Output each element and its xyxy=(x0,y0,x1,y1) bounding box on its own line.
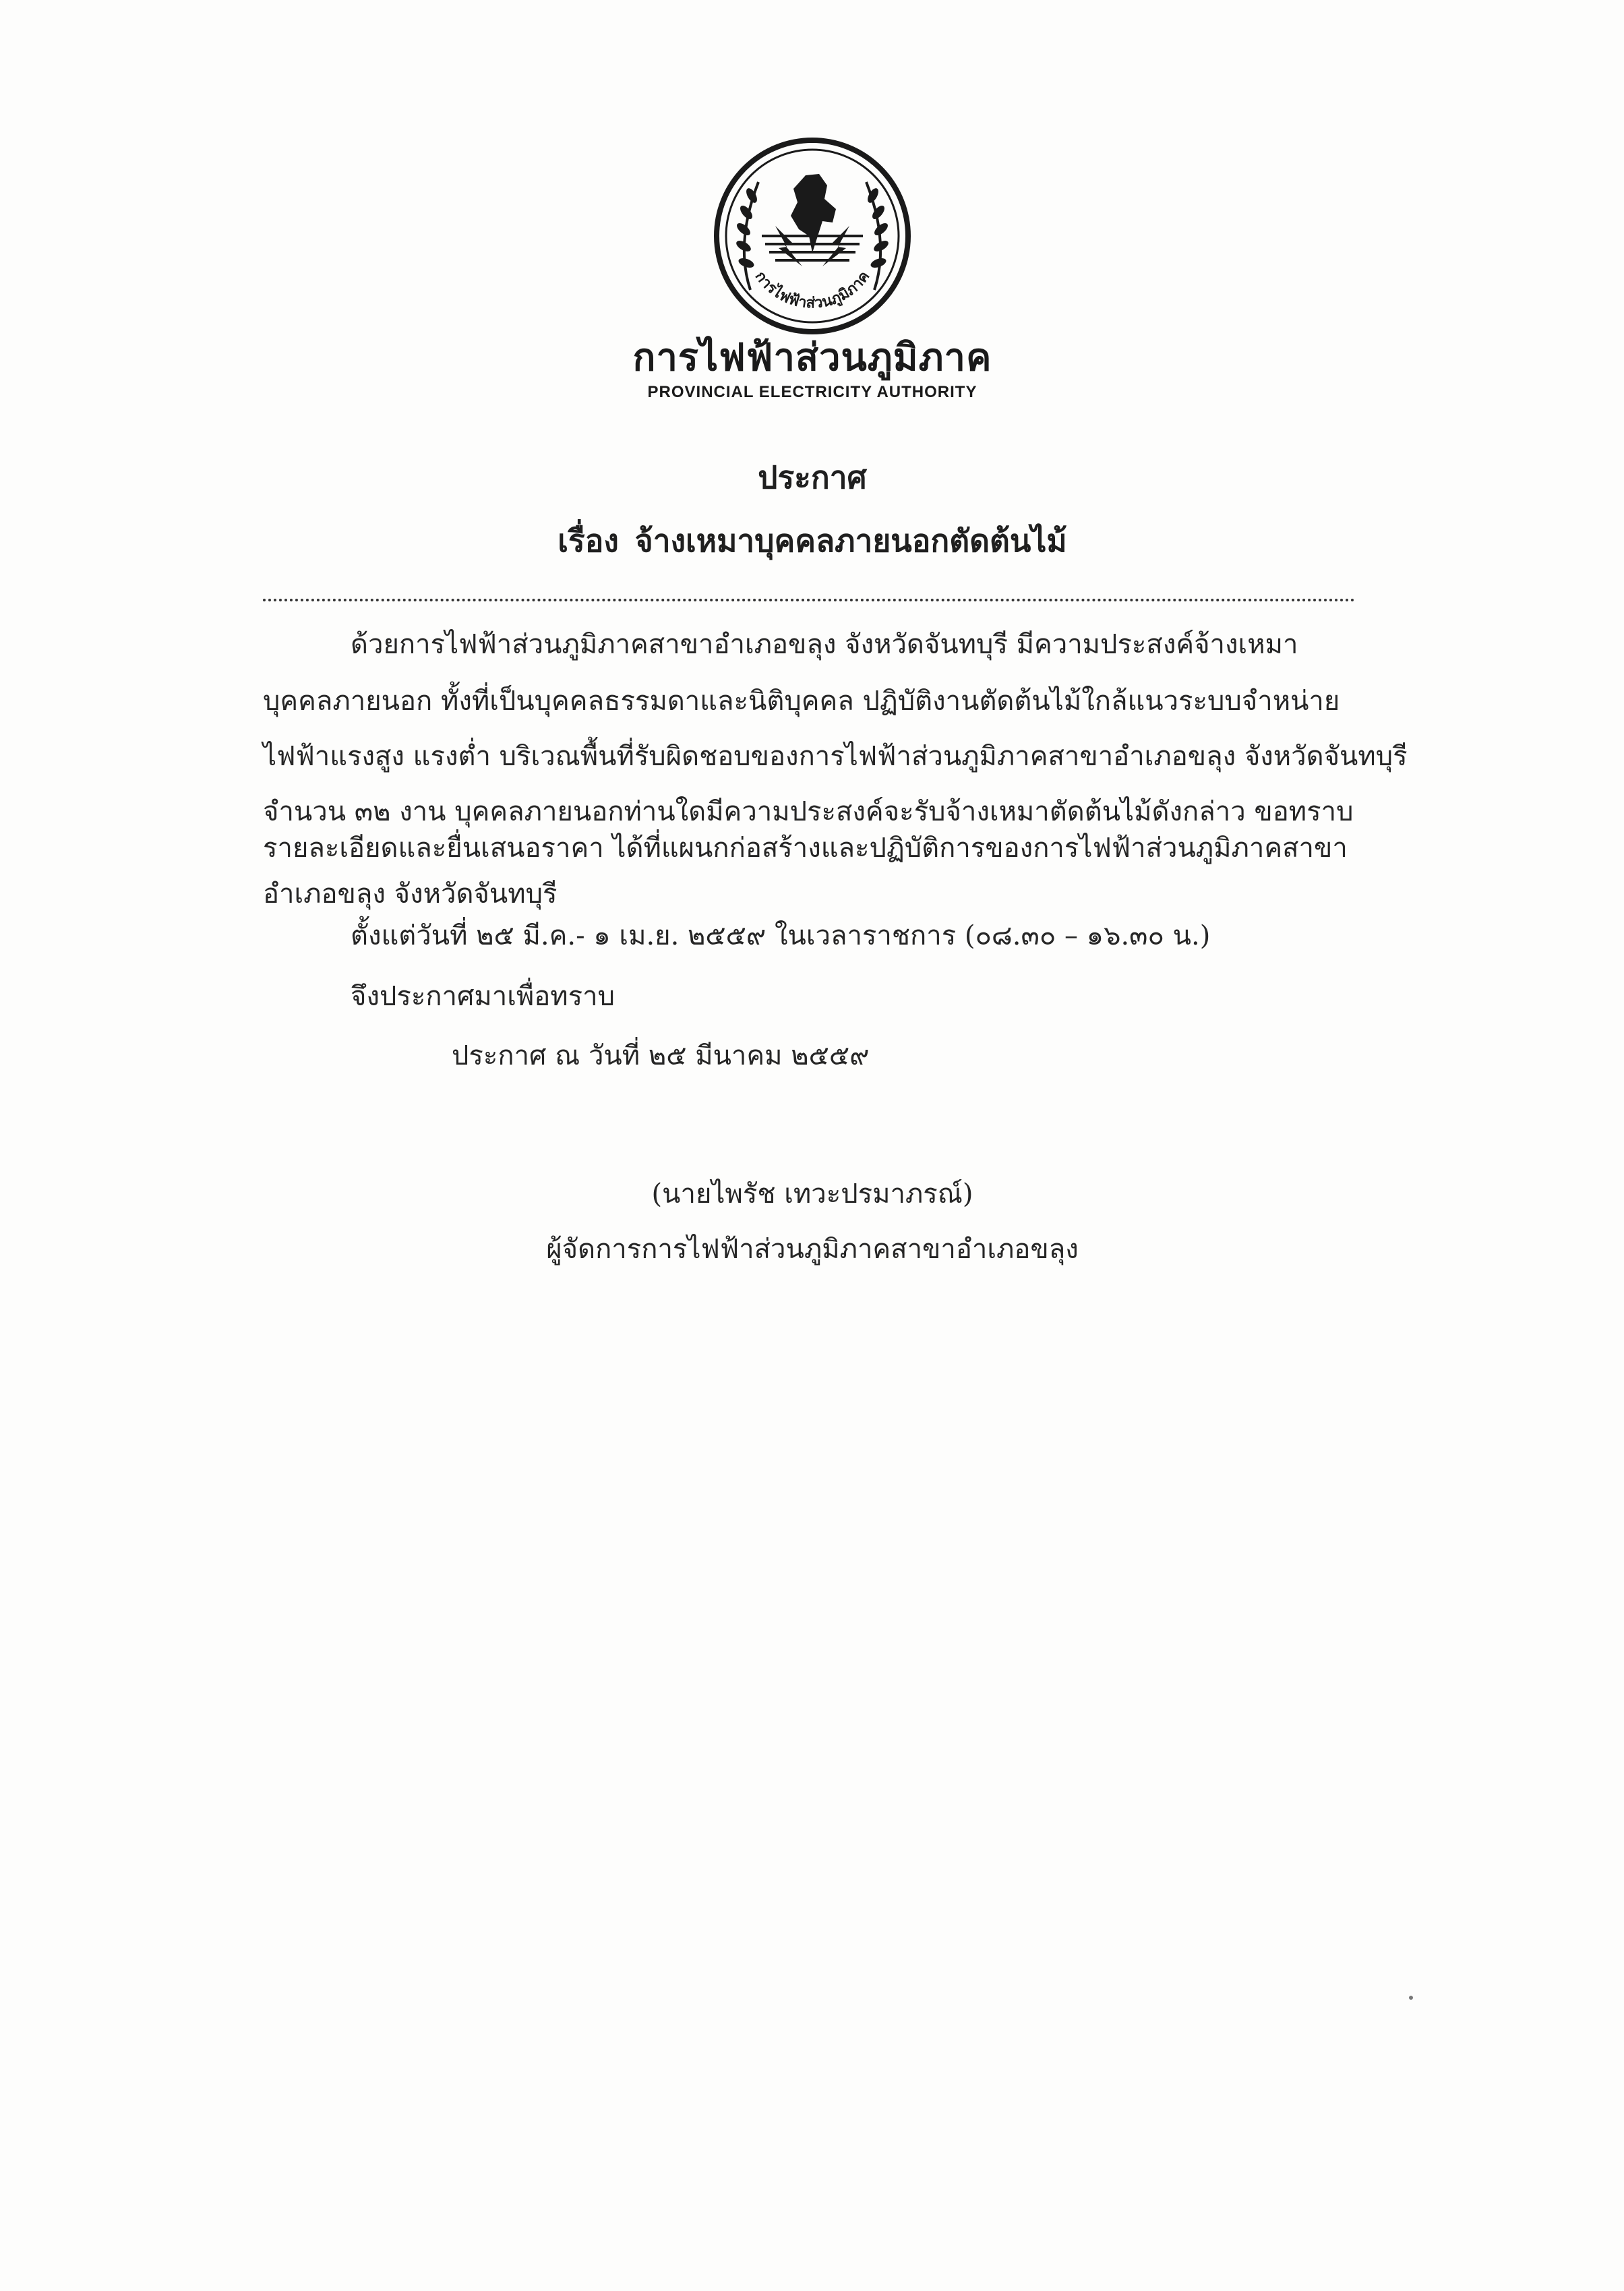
dotted-divider xyxy=(263,599,1355,601)
org-name-thai: การไฟฟ้าส่วนภูมิภาค xyxy=(632,336,992,380)
body-line-5: รายละเอียดและยื่นเสนอราคา ได้ที่แผนกก่อสร้างและปฏิบัติการของการไฟฟ้าส่วนภูมิภาคสาขา xyxy=(263,833,1348,864)
body-line-4: จำนวน ๓๒ งาน บุคคลภายนอกท่านใดมีความประสงค์จะรับจ้างเหมาตัดต้นไม้ดังกล่าว ขอทราบ xyxy=(263,796,1354,827)
subject-text: จ้างเหมาบุคคลภายนอกตัดต้นไม้ xyxy=(634,523,1067,559)
body-line-6: อำเภอขลุง จังหวัดจันทบุรี xyxy=(263,879,558,910)
signer-name: (นายไพรัช เทวะปรมาภรณ์) xyxy=(651,1179,973,1210)
announcement-title: ประกาศ xyxy=(758,459,867,496)
scan-speck xyxy=(1409,1996,1413,2000)
date-line: ประกาศ ณ วันที่ ๒๕ มีนาคม ๒๕๕๙ xyxy=(452,1040,870,1071)
subject-label: เรื่อง xyxy=(558,523,619,559)
closing-line: จึงประกาศมาเพื่อทราบ xyxy=(351,981,615,1012)
logo-ring-text: การไฟฟ้าส่วนภูมิภาค xyxy=(751,268,874,312)
signer-title: ผู้จัดการการไฟฟ้าส่วนภูมิภาคสาขาอำเภอขลุง xyxy=(546,1234,1079,1265)
period-line: ตั้งแต่วันที่ ๒๕ มี.ค.- ๑ เม.ย. ๒๕๕๙ ในเวลาราชการ (๐๘.๓๐ – ๑๖.๓๐ น.) xyxy=(351,920,1211,951)
svg-text:การไฟฟ้าส่วนภูมิภาค xyxy=(752,268,873,312)
announcement-subject xyxy=(404,516,1220,566)
body-line-2: บุคคลภายนอก ทั้งที่เป็นบุคคลธรรมดาและนิติบุคคล ปฏิบัติงานตัดต้นไม้ใกล้แนวระบบจำหน่าย xyxy=(263,686,1340,717)
body-line-3: ไฟฟ้าแรงสูง แรงต่ำ บริเวณพื้นที่รับผิดชอบของการไฟฟ้าส่วนภูมิภาคสาขาอำเภอขลุง จังหวัดจันทบุรี xyxy=(263,741,1408,772)
body-line-1: ด้วยการไฟฟ้าส่วนภูมิภาคสาขาอำเภอขลุง จังหวัดจันทบุรี มีความประสงค์จ้างเหมา xyxy=(351,629,1298,660)
org-name-english: PROVINCIAL ELECTRICITY AUTHORITY xyxy=(647,383,978,401)
pea-emblem-icon xyxy=(711,135,913,337)
